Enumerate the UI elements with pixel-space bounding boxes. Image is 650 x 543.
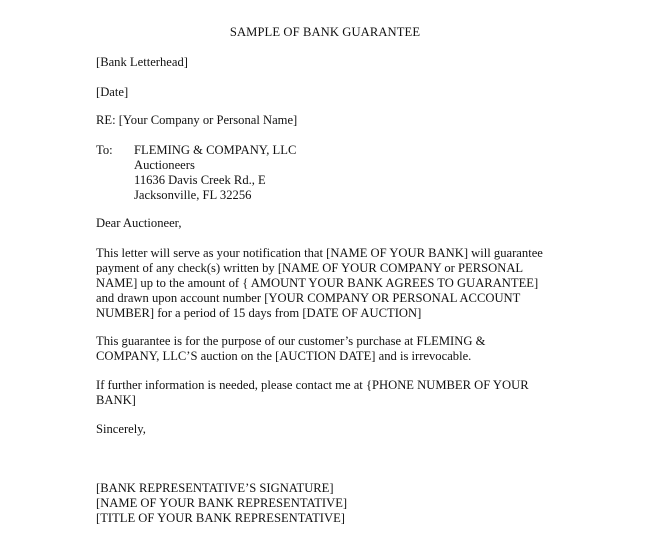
recipient-street: 11636 Davis Creek Rd., E	[134, 173, 266, 187]
date-placeholder: [Date]	[96, 85, 129, 99]
paragraph-line: payment of any check(s) written by [NAME OF YOUR COMPANY or PERSONAL	[96, 261, 524, 275]
salutation: Dear Auctioneer,	[96, 216, 182, 230]
paragraph-line: BANK]	[96, 393, 136, 407]
signature-placeholder: [BANK REPRESENTATIVE’S SIGNATURE]	[96, 481, 334, 495]
paragraph-line: COMPANY, LLC’S auction on the [AUCTION DATE] and is irrevocable.	[96, 349, 472, 363]
paragraph-line: This guarantee is for the purpose of our customer’s purchase at FLEMING &	[96, 334, 486, 348]
paragraph-line: and drawn upon account number [YOUR COMPANY OR PERSONAL ACCOUNT	[96, 291, 521, 305]
representative-name-placeholder: [NAME OF YOUR BANK REPRESENTATIVE]	[96, 496, 348, 510]
closing: Sincerely,	[96, 422, 146, 436]
paragraph-line: NUMBER] for a period of 15 days from [DATE OF AUCTION]	[96, 306, 422, 320]
document-title: SAMPLE OF BANK GUARANTEE	[229, 25, 421, 39]
recipient-name: FLEMING & COMPANY, LLC	[134, 143, 297, 157]
recipient-city: Jacksonville, FL 32256	[134, 188, 252, 202]
recipient-title: Auctioneers	[134, 158, 195, 172]
bank-letterhead-placeholder: [Bank Letterhead]	[96, 55, 188, 69]
paragraph-line: NAME] up to the amount of { AMOUNT YOUR BANK AGREES TO GUARANTEE]	[96, 276, 539, 290]
paragraph-line: This letter will serve as your notification that [NAME OF YOUR BANK] will guarantee	[96, 246, 543, 260]
re-line: RE: [Your Company or Personal Name]	[96, 113, 298, 127]
representative-title-placeholder: [TITLE OF YOUR BANK REPRESENTATIVE]	[96, 511, 345, 525]
paragraph-line: If further information is needed, please contact me at {PHONE NUMBER OF YOUR	[96, 378, 529, 392]
to-label: To:	[96, 143, 113, 157]
